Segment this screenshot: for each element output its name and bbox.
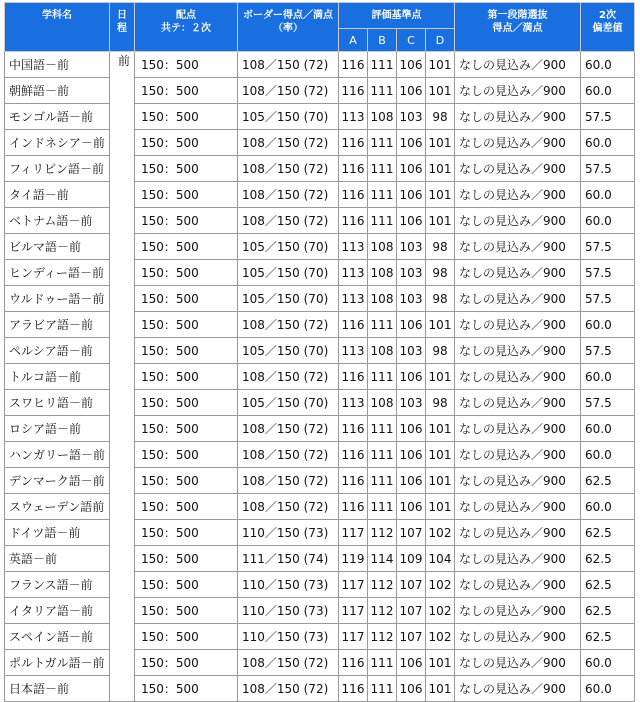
eval-a-cell: 116 [339,52,368,78]
eval-a-cell: 116 [339,494,368,520]
dept-name-cell: スウェーデン語前 [5,494,110,520]
first-stage-cell: なしの見込み／900 [455,286,581,312]
deviation-cell: 57.5 [581,104,635,130]
border-score-cell: 108／150 (72) [238,650,339,676]
first-stage-cell: なしの見込み／900 [455,338,581,364]
points-cell: 150：500 [135,650,238,676]
eval-d-cell: 101 [426,676,455,702]
border-score-cell: 108／150 (72) [238,416,339,442]
border-score-cell: 108／150 (72) [238,364,339,390]
border-score-cell: 108／150 (72) [238,208,339,234]
eval-b-header: B [368,29,397,52]
date-header-line2: 程 [117,23,127,34]
schedule-cell: 前 [110,52,135,702]
deviation-cell: 60.0 [581,78,635,104]
eval-c-cell: 106 [397,78,426,104]
border-score-cell: 108／150 (72) [238,130,339,156]
dept-name-cell: 中国語－前 [5,52,110,78]
first-stage-cell: なしの見込み／900 [455,182,581,208]
eval-c-cell: 106 [397,52,426,78]
eval-d-cell: 98 [426,338,455,364]
points-cell: 150：500 [135,234,238,260]
eval-c-cell: 107 [397,572,426,598]
eval-c-cell: 106 [397,130,426,156]
border-score-cell: 105／150 (70) [238,338,339,364]
eval-c-cell: 106 [397,494,426,520]
border-score-cell: 108／150 (72) [238,312,339,338]
date-header-line1: 日 [117,10,127,21]
eval-c-cell: 103 [397,234,426,260]
deviation-cell: 60.0 [581,364,635,390]
eval-c-cell: 107 [397,520,426,546]
dept-name-cell: モンゴル語－前 [5,104,110,130]
points-cell: 150：500 [135,364,238,390]
eval-d-header: D [426,29,455,52]
first-stage-cell: なしの見込み／900 [455,234,581,260]
table-row [5,78,635,104]
eval-a-cell: 113 [339,260,368,286]
eval-d-cell: 101 [426,130,455,156]
table-row [5,208,635,234]
deviation-cell: 60.0 [581,52,635,78]
table-row [5,156,635,182]
deviation-cell: 57.5 [581,338,635,364]
eval-a-cell: 113 [339,104,368,130]
dept-name-cell: ヒンディー語－前 [5,260,110,286]
eval-a-header: A [339,29,368,52]
first-stage-header-line1: 第一段階選抜 [487,10,548,21]
table-row [5,494,635,520]
table-row [5,520,635,546]
points-cell: 150：500 [135,494,238,520]
table-row [5,624,635,650]
dept-name-cell: フランス語－前 [5,572,110,598]
first-stage-cell: なしの見込み／900 [455,156,581,182]
border-score-cell: 108／150 (72) [238,468,339,494]
table-row [5,572,635,598]
points-cell: 150：500 [135,520,238,546]
deviation-cell: 60.0 [581,676,635,702]
first-stage-cell: なしの見込み／900 [455,260,581,286]
dept-header [5,3,110,52]
dept-name-cell: インドネシア－前 [5,130,110,156]
eval-b-cell: 112 [368,624,397,650]
deviation-cell: 60.0 [581,130,635,156]
eval-c-cell: 106 [397,208,426,234]
eval-a-cell: 116 [339,130,368,156]
eval-b-cell: 111 [368,156,397,182]
first-stage-cell: なしの見込み／900 [455,416,581,442]
eval-b-cell: 114 [368,546,397,572]
table-row [5,468,635,494]
table-row [5,312,635,338]
eval-a-cell: 117 [339,598,368,624]
eval-d-cell: 101 [426,416,455,442]
dept-name-cell: イタリア語－前 [5,598,110,624]
dept-name-cell: ポルトガル語－前 [5,650,110,676]
points-cell: 150：500 [135,546,238,572]
table-row [5,182,635,208]
eval-d-cell: 101 [426,78,455,104]
first-stage-cell: なしの見込み／900 [455,494,581,520]
deviation-cell: 62.5 [581,520,635,546]
table-row [5,546,635,572]
points-cell: 150：500 [135,130,238,156]
eval-b-cell: 108 [368,286,397,312]
border-score-cell: 105／150 (70) [238,390,339,416]
table-row [5,390,635,416]
deviation-cell: 60.0 [581,312,635,338]
deviation-cell: 57.5 [581,390,635,416]
eval-a-cell: 116 [339,416,368,442]
eval-a-cell: 113 [339,234,368,260]
dept-name-cell: タイ語－前 [5,182,110,208]
border-score-cell: 108／150 (72) [238,182,339,208]
eval-c-cell: 103 [397,286,426,312]
first-stage-cell: なしの見込み／900 [455,52,581,78]
eval-c-cell: 106 [397,182,426,208]
table-row [5,104,635,130]
deviation-cell: 57.5 [581,234,635,260]
eval-b-cell: 108 [368,104,397,130]
points-cell: 150：500 [135,598,238,624]
deviation-cell: 62.5 [581,468,635,494]
eval-c-cell: 106 [397,416,426,442]
border-score-cell: 108／150 (72) [238,494,339,520]
eval-d-cell: 98 [426,234,455,260]
eval-b-cell: 111 [368,364,397,390]
eval-a-cell: 116 [339,442,368,468]
deviation-cell: 60.0 [581,416,635,442]
table-row [5,442,635,468]
dept-name-cell: スワヒリ語－前 [5,390,110,416]
eval-d-cell: 102 [426,572,455,598]
dept-name-cell: ハンガリー語－前 [5,442,110,468]
points-cell: 150：500 [135,338,238,364]
eval-d-cell: 102 [426,624,455,650]
eval-a-cell: 117 [339,624,368,650]
border-score-cell: 110／150 (73) [238,598,339,624]
points-cell: 150：500 [135,676,238,702]
table-row [5,650,635,676]
border-score-cell: 111／150 (74) [238,546,339,572]
eval-d-cell: 98 [426,286,455,312]
eval-c-cell: 106 [397,442,426,468]
eval-d-cell: 104 [426,546,455,572]
first-stage-cell: なしの見込み／900 [455,624,581,650]
eval-d-cell: 98 [426,104,455,130]
eval-d-cell: 101 [426,52,455,78]
eval-a-cell: 116 [339,364,368,390]
eval-b-cell: 108 [368,338,397,364]
eval-d-cell: 98 [426,390,455,416]
deviation-cell: 57.5 [581,260,635,286]
eval-d-cell: 101 [426,364,455,390]
deviation-header-line1: 2次 [599,10,616,21]
eval-b-cell: 112 [368,598,397,624]
eval-b-cell: 111 [368,650,397,676]
table-row [5,364,635,390]
border-header-line1: ボーダー得点／満点 [243,10,333,21]
eval-b-cell: 111 [368,182,397,208]
eval-b-cell: 111 [368,130,397,156]
eval-b-cell: 111 [368,52,397,78]
eval-c-cell: 103 [397,260,426,286]
eval-b-cell: 111 [368,208,397,234]
deviation-header-line2: 偏差値 [592,23,623,34]
eval-d-cell: 102 [426,598,455,624]
points-cell: 150：500 [135,624,238,650]
points-header-line2: 共テ：２次 [161,23,211,34]
first-stage-cell: なしの見込み／900 [455,520,581,546]
border-score-cell: 108／150 (72) [238,676,339,702]
eval-header-label: 評価基準点 [371,10,422,21]
deviation-cell: 57.5 [581,286,635,312]
eval-c-cell: 106 [397,468,426,494]
points-cell: 150：500 [135,312,238,338]
eval-d-cell: 101 [426,182,455,208]
border-score-cell: 105／150 (70) [238,104,339,130]
table-row [5,130,635,156]
eval-header [339,3,455,29]
points-cell: 150：500 [135,286,238,312]
eval-c-cell: 109 [397,546,426,572]
eval-a-cell: 116 [339,676,368,702]
border-score-cell: 108／150 (72) [238,442,339,468]
first-stage-cell: なしの見込み／900 [455,130,581,156]
dept-name-cell: ベトナム語－前 [5,208,110,234]
border-score-cell: 108／150 (72) [238,52,339,78]
points-cell: 150：500 [135,156,238,182]
border-score-cell: 110／150 (73) [238,572,339,598]
first-stage-cell: なしの見込み／900 [455,78,581,104]
eval-a-cell: 116 [339,312,368,338]
eval-a-cell: 113 [339,338,368,364]
eval-c-cell: 107 [397,624,426,650]
first-stage-cell: なしの見込み／900 [455,546,581,572]
deviation-cell: 62.5 [581,572,635,598]
eval-d-cell: 101 [426,208,455,234]
eval-d-cell: 98 [426,260,455,286]
table-row [5,676,635,702]
eval-a-cell: 116 [339,468,368,494]
points-cell: 150：500 [135,104,238,130]
eval-c-cell: 107 [397,598,426,624]
points-cell: 150：500 [135,260,238,286]
eval-c-header: C [397,29,426,52]
eval-a-cell: 117 [339,520,368,546]
eval-a-cell: 117 [339,572,368,598]
eval-b-cell: 108 [368,390,397,416]
deviation-cell: 62.5 [581,546,635,572]
dept-name-cell: 朝鮮語－前 [5,78,110,104]
eval-d-cell: 101 [426,156,455,182]
border-score-cell: 105／150 (70) [238,234,339,260]
first-stage-header [455,3,581,52]
date-header [110,3,135,52]
eval-b-cell: 112 [368,572,397,598]
dept-name-cell: ペルシア語－前 [5,338,110,364]
eval-b-cell: 111 [368,312,397,338]
border-header [238,3,339,52]
first-stage-cell: なしの見込み／900 [455,598,581,624]
points-cell: 150：500 [135,182,238,208]
dept-name-cell: デンマーク語－前 [5,468,110,494]
points-header-line1: 配点 [176,10,196,21]
admission-table [4,2,635,702]
dept-header-label: 学科名 [42,10,72,21]
deviation-header [581,3,635,52]
eval-b-cell: 108 [368,234,397,260]
points-cell: 150：500 [135,78,238,104]
eval-b-cell: 108 [368,260,397,286]
deviation-cell: 62.5 [581,598,635,624]
dept-name-cell: ロシア語－前 [5,416,110,442]
first-stage-cell: なしの見込み／900 [455,208,581,234]
dept-name-cell: ウルドゥー語－前 [5,286,110,312]
first-stage-cell: なしの見込み／900 [455,442,581,468]
deviation-cell: 60.0 [581,208,635,234]
border-score-cell: 108／150 (72) [238,78,339,104]
deviation-cell: 60.0 [581,442,635,468]
eval-b-cell: 111 [368,494,397,520]
dept-name-cell: アラビア語－前 [5,312,110,338]
first-stage-header-line2: 得点／満点 [492,23,543,34]
eval-a-cell: 116 [339,208,368,234]
deviation-cell: 60.0 [581,182,635,208]
border-score-cell: 110／150 (73) [238,624,339,650]
first-stage-cell: なしの見込み／900 [455,104,581,130]
border-header-line2: （率） [273,23,303,34]
dept-name-cell: 日本語－前 [5,676,110,702]
eval-d-cell: 101 [426,468,455,494]
eval-a-cell: 113 [339,390,368,416]
deviation-cell: 60.0 [581,494,635,520]
eval-b-cell: 112 [368,520,397,546]
eval-d-cell: 101 [426,442,455,468]
table-row [5,286,635,312]
eval-d-cell: 101 [426,650,455,676]
border-score-cell: 108／150 (72) [238,156,339,182]
table-row [5,260,635,286]
first-stage-cell: なしの見込み／900 [455,390,581,416]
deviation-cell: 62.5 [581,624,635,650]
eval-a-cell: 119 [339,546,368,572]
deviation-cell: 57.5 [581,156,635,182]
points-cell: 150：500 [135,390,238,416]
header-row [5,3,635,29]
first-stage-cell: なしの見込み／900 [455,572,581,598]
eval-b-cell: 111 [368,468,397,494]
first-stage-cell: なしの見込み／900 [455,364,581,390]
deviation-cell: 60.0 [581,650,635,676]
eval-b-cell: 111 [368,78,397,104]
dept-name-cell: スペイン語－前 [5,624,110,650]
eval-c-cell: 106 [397,676,426,702]
table-row [5,52,635,78]
border-score-cell: 105／150 (70) [238,286,339,312]
first-stage-cell: なしの見込み／900 [455,676,581,702]
points-header [135,3,238,52]
points-cell: 150：500 [135,52,238,78]
first-stage-cell: なしの見込み／900 [455,650,581,676]
first-stage-cell: なしの見込み／900 [455,468,581,494]
eval-a-cell: 116 [339,182,368,208]
eval-c-cell: 103 [397,338,426,364]
points-cell: 150：500 [135,468,238,494]
table-row [5,338,635,364]
table-body [5,52,635,702]
eval-d-cell: 101 [426,312,455,338]
points-cell: 150：500 [135,572,238,598]
eval-c-cell: 106 [397,312,426,338]
eval-b-cell: 111 [368,676,397,702]
eval-c-cell: 106 [397,156,426,182]
eval-b-cell: 111 [368,442,397,468]
dept-name-cell: フィリピン語－前 [5,156,110,182]
table-row [5,598,635,624]
eval-d-cell: 101 [426,494,455,520]
table-row [5,234,635,260]
points-cell: 150：500 [135,442,238,468]
dept-name-cell: ドイツ語－前 [5,520,110,546]
points-cell: 150：500 [135,208,238,234]
eval-a-cell: 116 [339,78,368,104]
table-row [5,416,635,442]
eval-c-cell: 106 [397,650,426,676]
eval-a-cell: 113 [339,286,368,312]
points-cell: 150：500 [135,416,238,442]
border-score-cell: 110／150 (73) [238,520,339,546]
dept-name-cell: トルコ語－前 [5,364,110,390]
dept-name-cell: ビルマ語－前 [5,234,110,260]
eval-c-cell: 103 [397,390,426,416]
first-stage-cell: なしの見込み／900 [455,312,581,338]
border-score-cell: 105／150 (70) [238,260,339,286]
eval-c-cell: 103 [397,104,426,130]
eval-d-cell: 102 [426,520,455,546]
eval-a-cell: 116 [339,156,368,182]
eval-b-cell: 111 [368,416,397,442]
eval-c-cell: 106 [397,364,426,390]
dept-name-cell: 英語－前 [5,546,110,572]
eval-a-cell: 116 [339,650,368,676]
